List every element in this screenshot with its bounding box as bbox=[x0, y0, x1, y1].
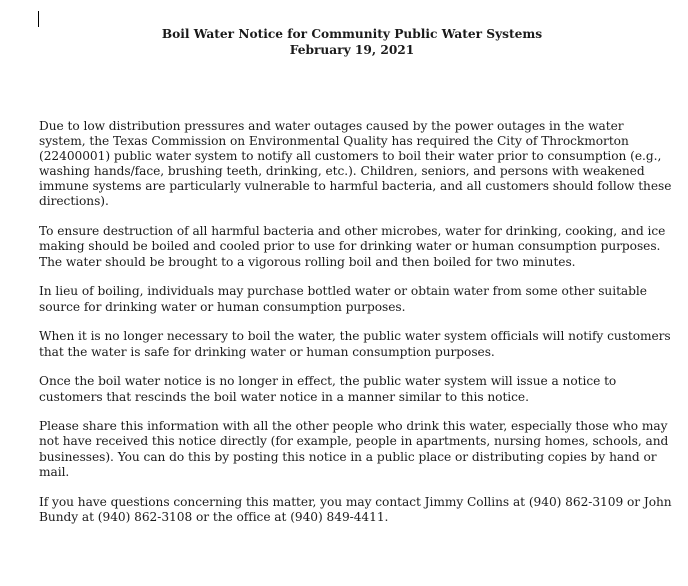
paragraph-contact-info: If you have questions concerning this matter, you may contact Jimmy Collins at (940) 862-3109 or John Bundy at (940) 862-3108 or the office at (940) 849-4411. bbox=[39, 494, 672, 524]
notice-date: February 19, 2021 bbox=[289, 42, 415, 57]
paragraph-outage-reason: Due to low distribution pressures and water outages caused by the power outages in the water system, the Texas Commission on Environmental Quality has required the City of Throckmorton (22400001) public water system to notify all customers to boil their water prior to consumption (e.g., washing hands/face, brushing teeth, drinking, etc.). Children, seniors, and persons with weakened immune systems are particularly vulnerable to harmful bacteria, and all customers should follow these directions). bbox=[39, 119, 672, 209]
text-cursor bbox=[38, 11, 39, 27]
paragraph-rescind-notice: Once the boil water notice is no longer in effect, the public water system will issue a notice to customers that rescinds the boil water notice in a manner similar to this notice. bbox=[39, 374, 617, 404]
paragraph-bottled-water: In lieu of boiling, individuals may purchase bottled water or obtain water from some other suitable source for drinking water or human consumption purposes. bbox=[39, 284, 647, 314]
notice-body bbox=[39, 119, 673, 540]
paragraph-notification: When it is no longer necessary to boil the water, the public water system officials will notify customers that the water is safe for drinking water or human consumption purposes. bbox=[39, 329, 671, 359]
paragraph-share-info: Please share this information with all the other people who drink this water, especially those who may not have received this notice directly (for example, people in apartments, nursing homes, schools, and businesses). You can do this by posting this notice in a public place or distributing copies by hand or mail. bbox=[39, 419, 669, 479]
title-block bbox=[0, 27, 688, 58]
notice-title: Boil Water Notice for Community Public Water Systems bbox=[161, 27, 543, 41]
paragraph-boil-instructions: To ensure destruction of all harmful bacteria and other microbes, water for drinking, cooking, and ice making should be boiled and cooled prior to use for drinking water or human consumption purposes. The water should be brought to a vigorous rolling boil and then boiled for two minutes. bbox=[39, 224, 666, 269]
